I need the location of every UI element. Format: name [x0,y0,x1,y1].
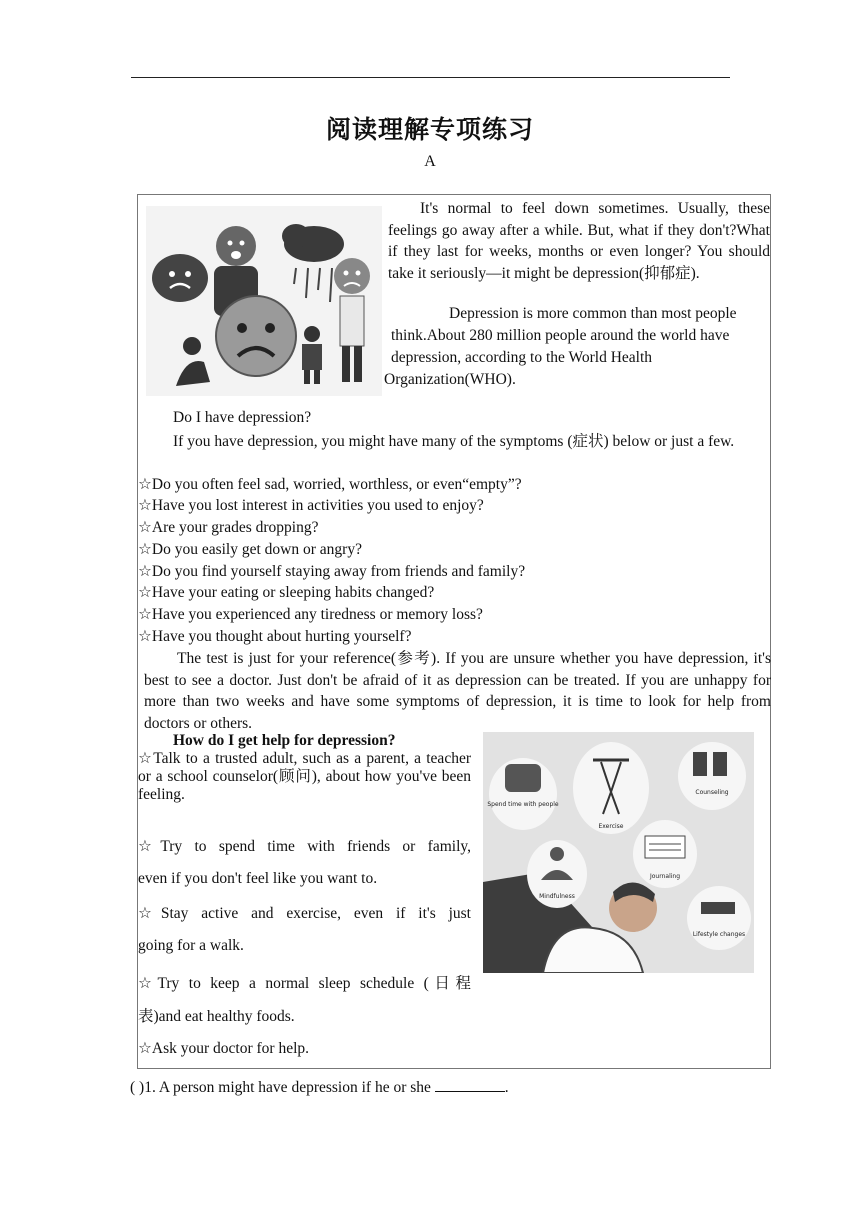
question-1-text: 1. A person might have depression if he or she [144,1079,431,1096]
answer-bracket[interactable]: ( ) [130,1079,145,1096]
symptom-item: ☆Do you easily get down or angry? [138,541,362,558]
sad-face-icon [216,296,296,376]
svg-text:Exercise: Exercise [598,823,624,830]
help-tip-exercise: ☆Stay active and exercise, even if it's just [138,905,471,922]
symptom-item: ☆Have you lost interest in activities you used to enjoy? [138,497,484,514]
help-tip-sleep: ☆Try to keep a normal sleep schedule (日程 [138,975,471,992]
intro-paragraph-2-line1: Depression is more common than most people [449,305,737,322]
svg-text:Mindfulness: Mindfulness [539,893,575,900]
svg-text:Counseling: Counseling [695,789,729,796]
mindfulness-bubble [527,840,587,908]
symptom-item: ☆Do you find yourself staying away from friends and family? [138,563,526,580]
cloud-face-icon [152,254,208,302]
lifestyle-bubble [687,886,751,950]
intro-paragraph-2-line3: depression, according to the World Health [391,349,653,366]
section-letter: A [424,153,436,170]
journaling-bubble [633,820,697,888]
question-1: ( )1. A person might have depression if he or she . [130,1079,509,1096]
exercise-bubble [573,742,649,834]
test-note-paragraph: The test is just for your reference(参考). If you are unsure whether you have depression, it's best to see a doctor. Just don't be afraid of it as depression can be treated. If you are unhappy for more than two weeks and have some symptoms of depression, it is time to look for help from doctors or others. [144,650,771,732]
help-tip-doctor: ☆Ask your doctor for help. [138,1040,310,1057]
answer-blank[interactable] [435,1077,505,1092]
symptom-item: ☆Do you often feel sad, worried, worthless, or even“empty”? [138,476,522,493]
help-tip-talk: ☆Talk to a trusted adult, such as a parent, a teacher or a school counselor(顾问), about how you've been feeling. [138,750,471,803]
svg-text:Spend time with people: Spend time with people [487,801,559,808]
page-title: 阅读理解专项练习 [325,115,534,144]
symptom-item: ☆Have your eating or sleeping habits changed? [138,584,435,601]
help-tip-exercise-cont: going for a walk. [138,937,244,954]
help-tip-spend-time: ☆Try to spend time with friends or family, [138,838,471,855]
top-rule [131,77,730,78]
svg-text:Lifestyle changes: Lifestyle changes [692,931,746,938]
symptom-item: ☆Have you experienced any tiredness or memory loss? [138,606,483,623]
svg-text:Journaling: Journaling [649,873,681,880]
intro-paragraph-1: It's normal to feel down sometimes. Usually, these feelings go away after a while. But, what if they don't?What if they last for weeks, months or even longer? You should take it seriously—it might be depression(抑郁症). [388,200,770,282]
help-heading: How do I get help for depression? [173,732,396,749]
symptom-item: ☆Have you thought about hurting yourself? [138,628,412,645]
help-tip-sleep-cont: 表)and eat healthy foods. [138,1008,295,1025]
help-tip-spend-time-cont: even if you don't feel like you want to. [138,870,378,887]
depression-illustration [146,206,382,396]
counseling-bubble [678,742,746,810]
symptoms-intro: If you have depression, you might have many of the symptoms (症状) below or just a few. [173,433,735,450]
intro-paragraph-2-line4: Organization(WHO). [384,371,516,388]
symptom-item: ☆Are your grades dropping? [138,519,319,536]
question-heading: Do I have depression? [173,409,312,426]
intro-paragraph-2-line2: think.About 280 million people around the world have [391,327,730,344]
help-strategies-illustration [483,732,754,973]
